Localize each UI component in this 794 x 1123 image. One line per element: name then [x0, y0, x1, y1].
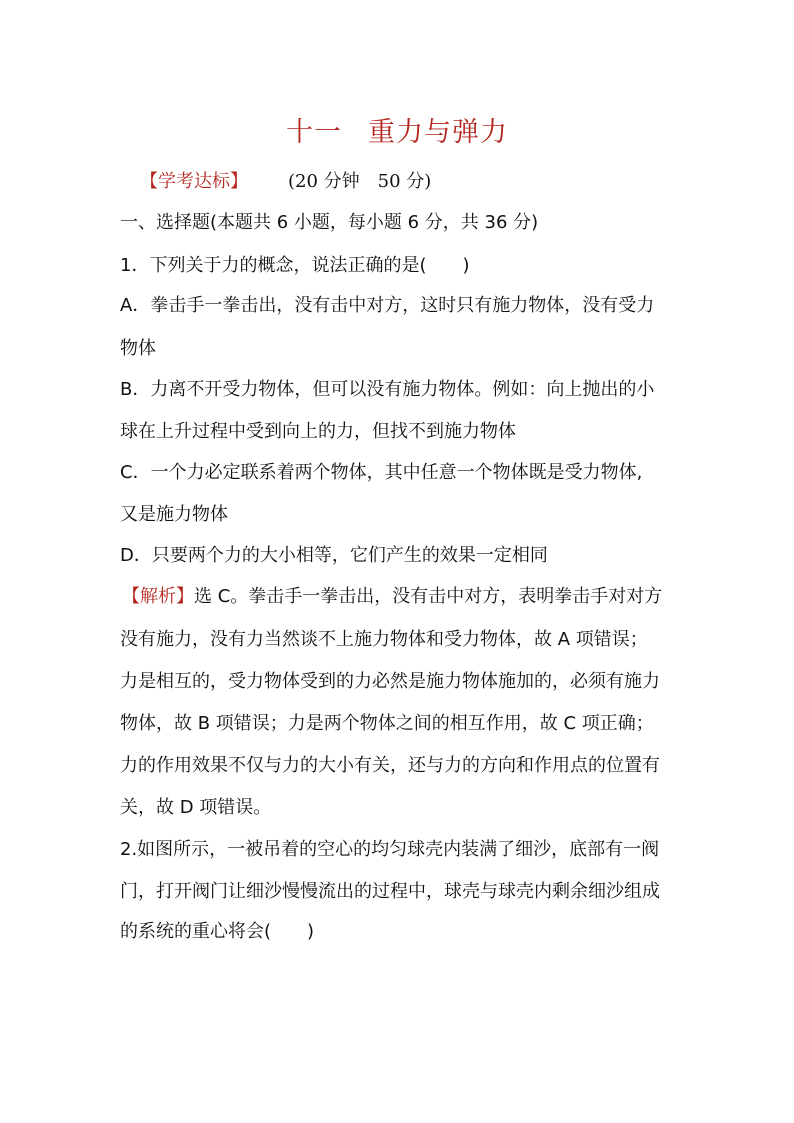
part-heading: 一、选择题(本题共 6 小题，每小题 6 分，共 36 分)	[120, 212, 539, 233]
q1-analysis-line2: 没有施力，没有力当然谈不上施力物体和受力物体，故 A 项错误；	[120, 629, 648, 650]
title-text: 重力与弹力	[368, 117, 508, 148]
q1-option-b-line1: B．力离不开受力物体，但可以没有施力物体。例如：向上抛出的小	[120, 379, 655, 400]
q1-option-a-line1: A．拳击手一拳击出，没有击中对方，这时只有施力物体，没有受力	[120, 295, 655, 316]
section-meta	[140, 170, 431, 194]
q1-analysis-line6: 关，故 D 项错误。	[120, 797, 272, 818]
q1-option-a-line2: 物体	[120, 338, 156, 359]
page-title	[0, 110, 794, 149]
q1-analysis-line3: 力是相互的，受力物体受到的力必然是施力物体施加的，必须有施力	[120, 671, 660, 692]
analysis-text: 选 C。拳击手一拳击出，没有击中对方，表明拳击手对对方	[194, 586, 663, 607]
q1-analysis-line5: 力的作用效果不仅与力的大小有关，还与力的方向和作用点的位置有	[120, 755, 660, 776]
q1-analysis-line4: 物体，故 B 项错误；力是两个物体之间的相互作用，故 C 项正确；	[120, 713, 654, 734]
q1-option-b-line2: 球在上升过程中受到向上的力，但找不到施力物体	[120, 421, 516, 442]
q1-option-c-line2: 又是施力物体	[120, 504, 228, 525]
section-tag: 【学考达标】	[140, 171, 248, 192]
question-1-stem: 1．下列关于力的概念，说法正确的是( )	[120, 255, 470, 276]
q1-option-c-line1: C．一个力必定联系着两个物体，其中任意一个物体既是受力物体,	[120, 462, 643, 483]
question-2-line1: 2.如图所示，一被吊着的空心的均匀球壳内装满了细沙，底部有一阀	[120, 839, 660, 860]
question-2-line3: 的系统的重心将会( )	[120, 921, 315, 942]
q1-analysis-line1	[122, 585, 662, 609]
section-time: (20 分钟 50 分)	[288, 171, 432, 192]
question-2-line2: 门，打开阀门让细沙慢慢流出的过程中，球壳与球壳内剩余细沙组成	[120, 881, 660, 902]
q1-option-d: D．只要两个力的大小相等，它们产生的效果一定相同	[120, 545, 548, 566]
analysis-tag: 【解析】	[122, 586, 194, 607]
title-number: 十一	[286, 117, 342, 148]
